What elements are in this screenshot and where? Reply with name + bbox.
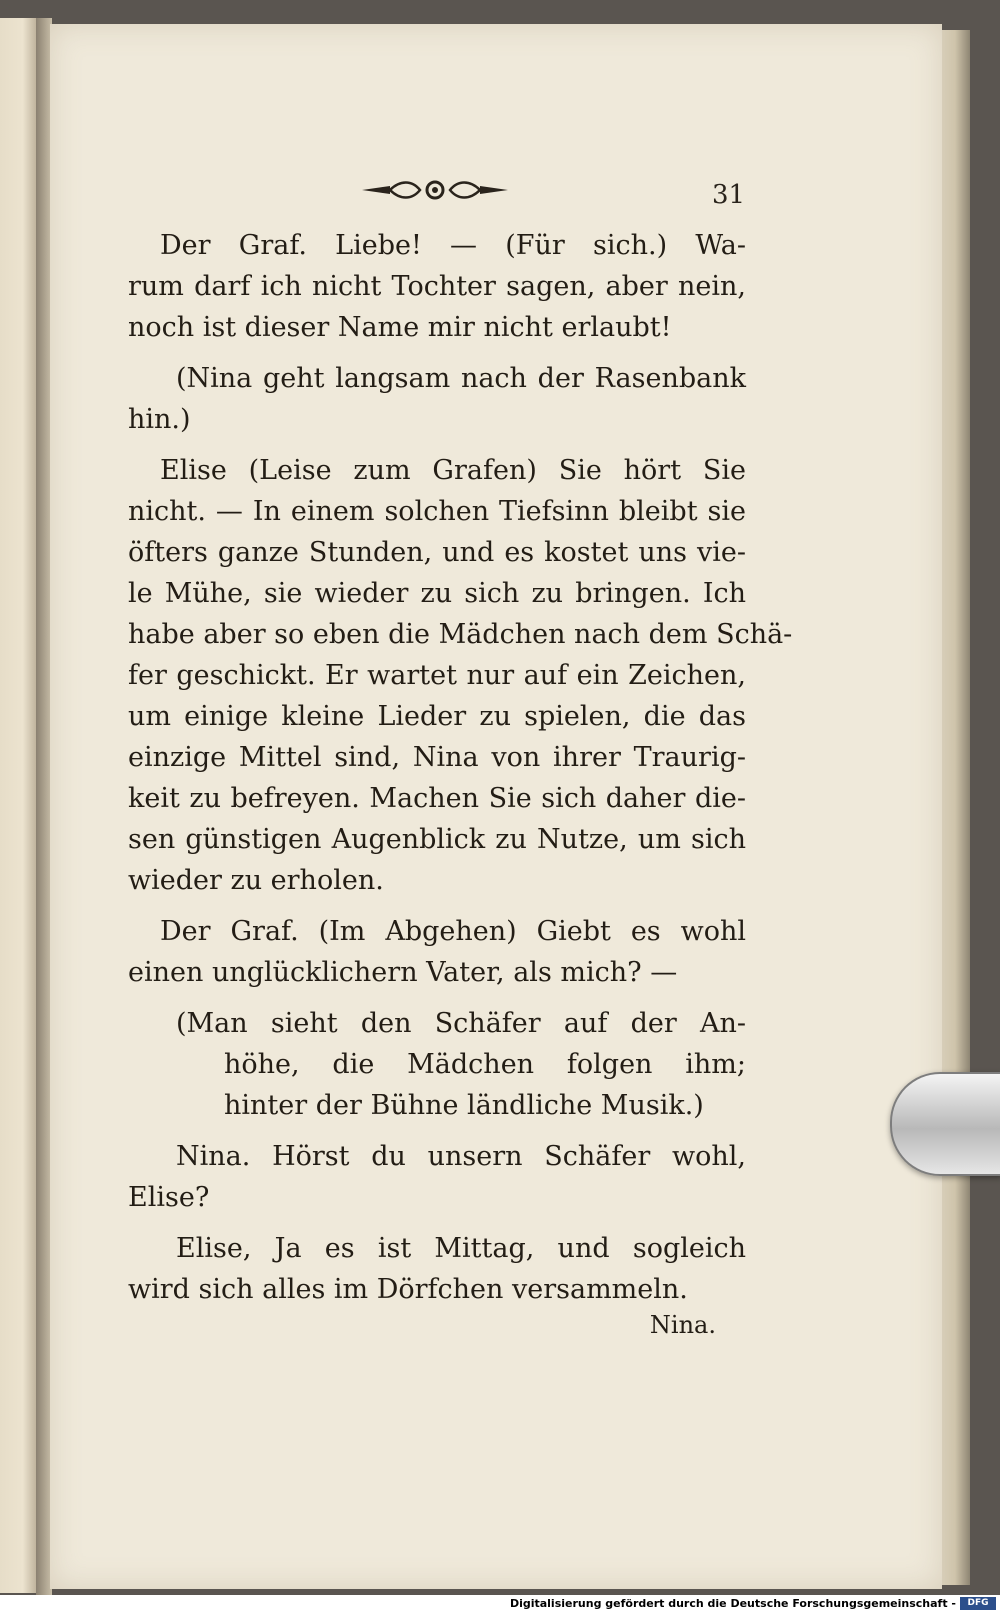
text-line: öfters ganze Stunden, und es kostet uns vie- <box>128 537 746 568</box>
stage-direction-line: hin.) <box>128 404 191 435</box>
text-line: Elise? <box>128 1182 210 1213</box>
footer-bar <box>0 1595 1000 1612</box>
text-line: noch ist dieser Name mir nicht erlaubt! <box>128 312 672 343</box>
page-text <box>128 225 793 1340</box>
text-line: wird sich alles im Dörfchen versammeln. <box>128 1274 688 1305</box>
text-line: Elise, Ja es ist Mittag, und sogleich <box>176 1233 746 1264</box>
text-line: einen unglücklichern Vater, als mich? — <box>128 957 678 988</box>
page-number: 31 <box>712 180 746 210</box>
text-line: Nina. Hörst du unsern Schäfer wohl, <box>176 1141 746 1172</box>
facing-page-edge <box>0 18 38 1593</box>
stage-direction-line: höhe, die Mädchen folgen ihm; <box>224 1049 746 1080</box>
stage-direction-line: hinter der Bühne ländliche Musik.) <box>224 1090 704 1121</box>
text-line: sen günstigen Augenblick zu Nutze, um sich <box>128 824 746 855</box>
stage-direction-line: (Nina geht langsam nach der Rasenbank <box>176 363 746 394</box>
text-line: Der Graf. (Im Abgehen) Giebt es wohl <box>160 916 746 947</box>
stage-direction-line: (Man sieht den Schäfer auf der An- <box>176 1008 746 1039</box>
text-line: wieder zu erholen. <box>128 865 384 896</box>
text-line: um einige kleine Lieder zu spielen, die das <box>128 701 746 732</box>
text-line: fer geschickt. Er wartet nur auf ein Zeichen, <box>128 660 746 691</box>
text-line: Elise (Leise zum Grafen) Sie hört Sie <box>160 455 746 486</box>
text-line: keit zu befreyen. Machen Sie sich daher die- <box>128 783 746 814</box>
page-stack-edge <box>940 30 970 1585</box>
text-line: nicht. — In einem solchen Tiefsinn bleibt sie <box>128 496 746 527</box>
dfg-logo-icon: DFG <box>960 1597 996 1610</box>
text-line: le Mühe, sie wieder zu sich zu bringen. Ich <box>128 578 746 609</box>
text-line: Der Graf. Liebe! — (Für sich.) Wa- <box>160 230 746 261</box>
text-line: einzige Mittel sind, Nina von ihrer Traurig- <box>128 742 746 773</box>
page-clip <box>890 1072 1000 1176</box>
digitization-credit: Digitalisierung gefördert durch die Deutsche Forschungsgemeinschaft - <box>509 1597 956 1610</box>
text-line: habe aber so eben die Mädchen nach dem Schä- <box>128 619 793 650</box>
text-line: rum darf ich nicht Tochter sagen, aber nein, <box>128 271 746 302</box>
catchword: Nina. <box>649 1311 716 1339</box>
printers-ornament-icon <box>360 176 510 204</box>
